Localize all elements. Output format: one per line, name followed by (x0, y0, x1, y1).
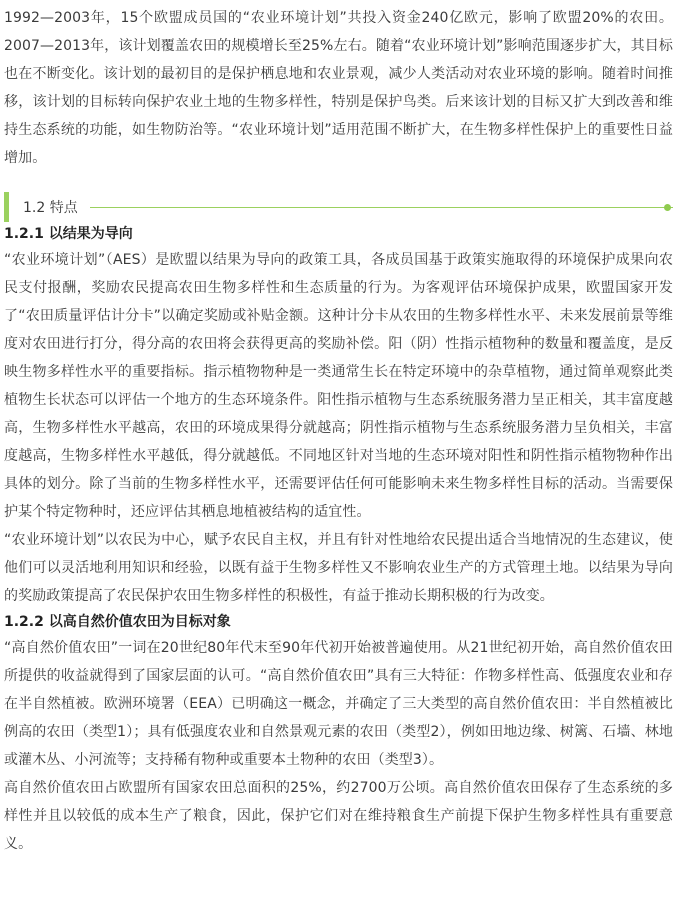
section-accent-bar (4, 192, 9, 222)
section-divider-line (90, 207, 673, 208)
section-divider-dot-icon (664, 204, 671, 211)
results-paragraph-1: “农业环境计划”（AES）是欧盟以结果为导向的政策工具，各成员国基于政策实施取得的环境保护成果向农民支付报酬，奖励农民提高农田生物多样性和生态质量的行为。为客观评估环境保护成果，欧盟国家开发了“农田质量评估计分卡”以确定奖励或补贴金额。这种计分卡从农田的生物多样性水平、未来发展前景等维度对农田进行打分，得分高的农田将会获得更高的奖励补偿。阳（阴）性指示植物种的数量和覆盖度，是反映生物多样性水平的重要指标。指示植物物种是一类通常生长在特定环境中的杂草植物，通过简单观察此类植物生长状态可以评估一个地方的生态环境条件。阳性指示植物与生态系统服务潜力呈正相关，其丰富度越高，生物多样性水平越高，农田的环境成果得分就越高；阴性指示植物与生态系统服务潜力呈负相关，丰富度越高，生物多样性水平越低，得分就越低。不同地区针对当地的生态环境对阳性和阴性指示植物物种作出具体的划分。除了当前的生物多样性水平，还需要评估任何可能影响未来生物多样性目标的活动。当需要保护某个特定物种时，还应评估其栖息地植被结构的适宜性。 (4, 252, 673, 520)
intro-paragraph: 1992—2003年，15个欧盟成员国的“农业环境计划”共投入资金240亿欧元，影响了欧盟20%的农田。2007—2013年，该计划覆盖农田的规模增长至25%左右。随着“农业环境计划”影响范围逐步扩大，其目标也在不断变化。该计划的最初目的是保护栖息地和农业景观，减少人类活动对农业环境的影响。随着时间推移，该计划的目标转向保护农业土地的生物多样性，特别是保护鸟类。后来该计划的目标又扩大到改善和维持生态系统的功能，如生物防治等。“农业环境计划”适用范围不断扩大，在生物多样性保护上的重要性日益增加。 (4, 10, 673, 166)
results-paragraph-2: “农业环境计划”以农民为中心，赋予农民自主权，并且有针对性地给农民提出适合当地情况的生态建议，使他们可以灵活地利用知识和经验，以既有益于生物多样性又不影响农业生产的方式管理土地。以结果为导向的奖励政策提高了农民保护农田生物多样性的积极性，有益于推动长期积极的行为改变。 (4, 532, 673, 604)
section-title: 1.2 特点 (23, 200, 78, 216)
section-header (4, 192, 673, 222)
subsection-heading-results-oriented: 1.2.1 以结果为导向 (4, 226, 133, 242)
subsection-heading-hnv-farmland: 1.2.2 以高自然价值农田为目标对象 (4, 614, 231, 630)
hnv-paragraph-1: “高自然价值农田”一词在20世纪80年代末至90年代初开始被普遍使用。从21世纪初开始，高自然价值农田所提供的收益就得到了国家层面的认可。“高自然价值农田”具有三大特征：作物多样性高、低强度农业和存在半自然植被。欧洲环境署（EEA）已明确这一概念，并确定了三大类型的高自然价值农田：半自然植被比例高的农田（类型1）；具有低强度农业和自然景观元素的农田（类型2），例如田地边缘、树篱、石墙、林地或灌木丛、小河流等；支持稀有物种或重要本土物种的农田（类型3）。 (4, 640, 673, 768)
hnv-paragraph-2: 高自然价值农田占欧盟所有国家农田总面积的25%，约2700万公顷。高自然价值农田保存了生态系统的多样性并且以较低的成本生产了粮食，因此，保护它们对在维持粮食生产前提下保护生物多样性具有重要意义。 (4, 780, 673, 852)
